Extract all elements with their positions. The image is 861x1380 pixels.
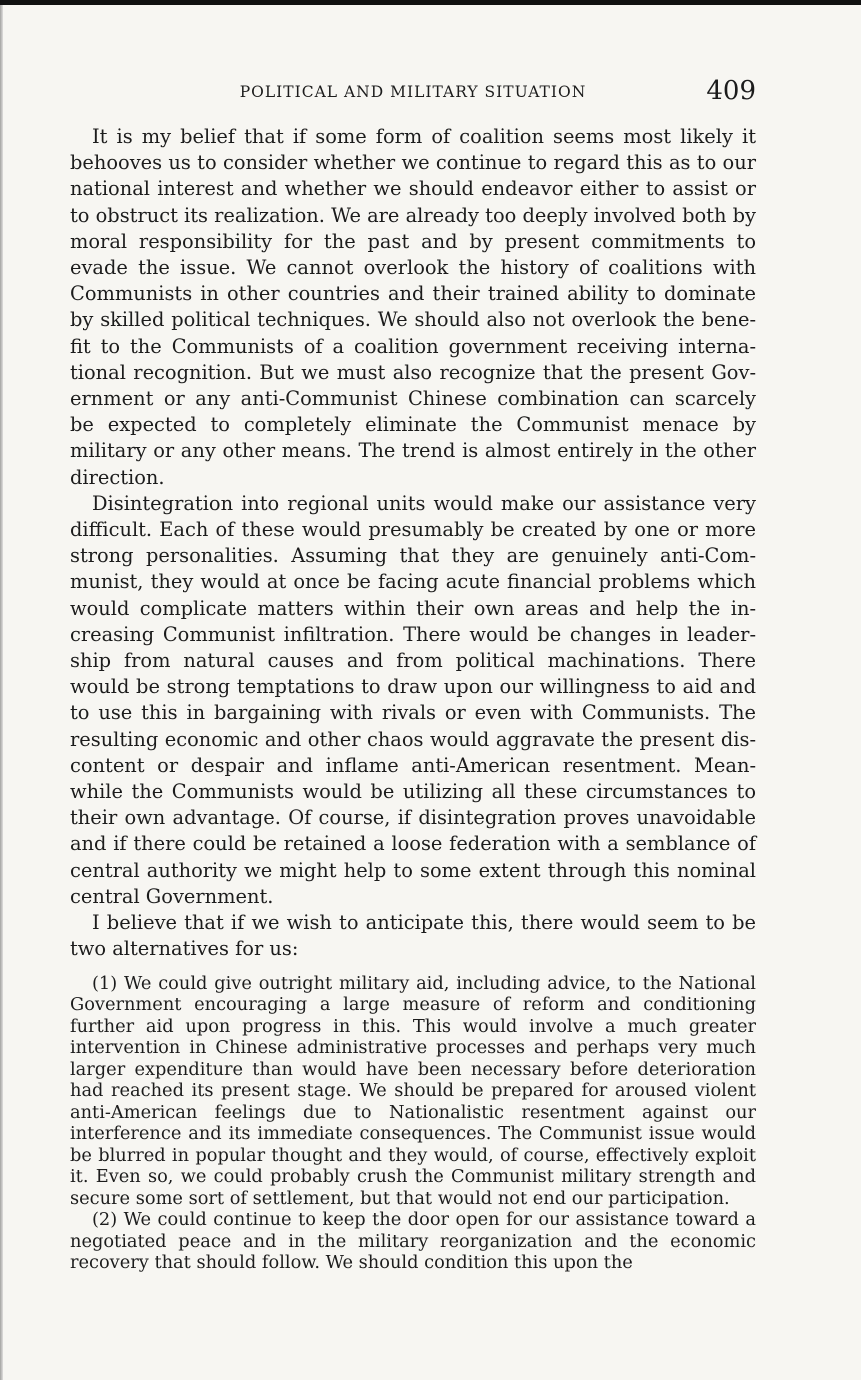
page-number: 409	[706, 76, 756, 106]
alternative-2: (2) We could continue to keep the door open for our assistance toward a negotiated peace and in the military reorganization and the economic recovery that should follow. We should condition this upon the	[70, 1209, 756, 1273]
running-header	[70, 76, 756, 114]
body-text	[70, 124, 756, 1274]
paragraph-disintegration: Disintegration into regional units would make our assistance very difficult. Each of these would presumably be created by one or more strong personalities. Assuming that they are genuinely anti-Communist, they would at once be facing acute financial problems which would complicate matters within their own areas and help the increasing Communist infiltration. There would be changes in leadership from natural causes and from political machinations. There would be strong temptations to draw upon our willingness to aid and to use this in bargaining with rivals or even with Communists. The resulting economic and other chaos would aggravate the present discontent or despair and inflame anti-American resentment. Meanwhile the Communists would be utilizing all these circumstances to their own advantage. Of course, if disintegration proves unavoidable and if there could be retained a loose federation with a semblance of central authority we might help to some extent through this nominal central Government.	[70, 491, 756, 908]
document-page	[70, 76, 756, 1274]
page-edge-shadow	[0, 5, 3, 1380]
alternatives-list	[70, 973, 756, 1274]
paragraph-alternatives-intro: I believe that if we wish to anticipate this, there would seem to be two alternatives for us:	[70, 911, 756, 961]
alternative-1: (1) We could give outright military aid, including advice, to the National Government encouraging a large measure of reform and conditioning further aid upon progress in this. This would involve a much greater intervention in Chinese administrative processes and perhaps very much larger expenditure than would have been necessary before deterioration had reached its present stage. We should be prepared for aroused violent anti-American feelings due to Nationalistic resentment against our interference and its immediate consequences. The Communist issue would be blurred in popular thought and they would, of course, effectively exploit it. Even so, we could probably crush the Communist military strength and secure some sort of settlement, but that would not end our participation.	[70, 972, 756, 1209]
running-title: POLITICAL AND MILITARY SITUATION	[239, 83, 587, 101]
top-border	[0, 0, 861, 5]
paragraph-coalition: It is my belief that if some form of coalition seems most likely it behooves us to consider whether we continue to regard this as to our national interest and whether we should endeavor either to assist or to obstruct its realization. We are already too deeply involved both by moral responsibility for the past and by present commitments to evade the issue. We cannot overlook the history of coalitions with Communists in other countries and their trained ability to dominate by skilled political techniques. We should also not overlook the benefit to the Communists of a coalition government receiving international recognition. But we must also recognize that the present Government or any anti-Communist Chinese combination can scarcely be expected to completely eliminate the Communist menace by military or any other means. The trend is almost entirely in the other direction.	[70, 125, 756, 489]
